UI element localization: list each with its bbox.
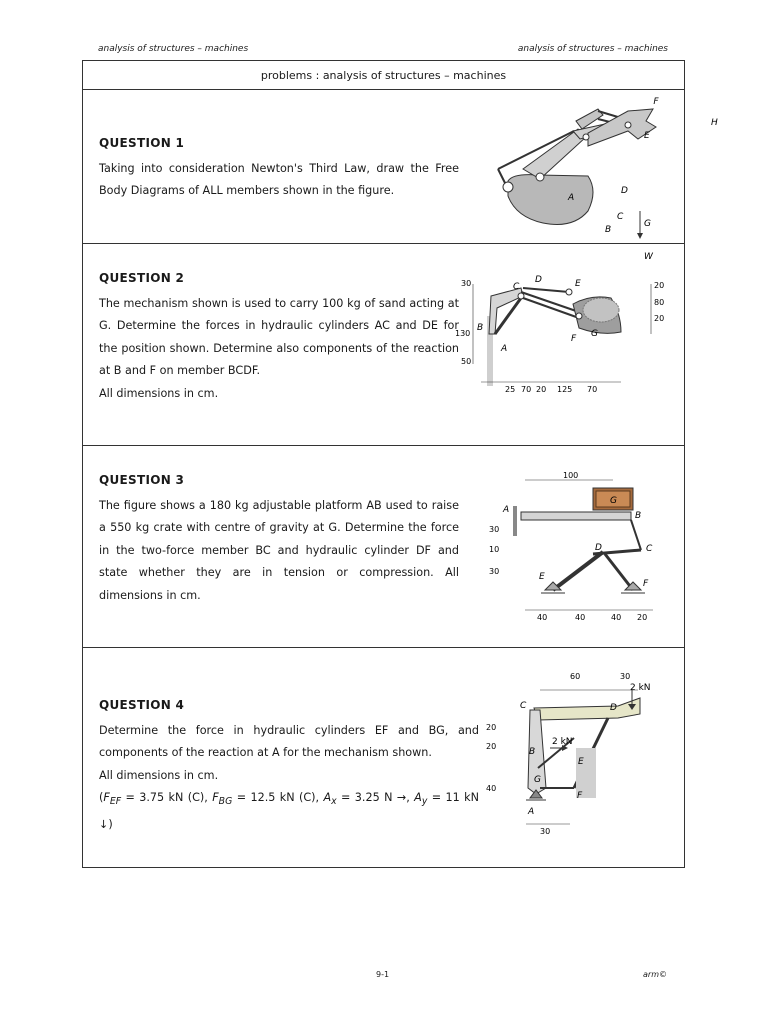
- q2-dim-left-2: 130: [455, 329, 471, 338]
- q2-dim-right-1: 20: [654, 281, 665, 290]
- q4-label-C: C: [520, 701, 527, 711]
- question-2-figure: [455, 274, 671, 394]
- q2-label-F: F: [571, 334, 577, 344]
- q1-label-E: E: [644, 131, 650, 141]
- q2-dim-bottom-1: 25: [505, 385, 516, 394]
- question-1-title: QUESTION 1: [99, 136, 185, 150]
- question-4-title: QUESTION 4: [99, 698, 185, 712]
- q4-label-A: A: [528, 807, 535, 817]
- q2-dim-right-2: 80: [654, 298, 665, 307]
- answer-ax-value: = 3.25 N →,: [336, 791, 415, 805]
- q3-dim-bottom-2: 40: [575, 613, 586, 622]
- q4-label-D: D: [610, 703, 617, 713]
- q4-load-2: 2 kN: [552, 737, 573, 747]
- question-3-row: [83, 446, 684, 648]
- q4-dim-left-2: 20: [486, 742, 497, 751]
- q4-label-G: G: [534, 775, 541, 785]
- question-4-text-block: [99, 698, 479, 836]
- q4-dim-left-3: 40: [486, 784, 497, 793]
- answer-fef-sub: EF: [109, 796, 122, 808]
- q2-dim-left-3: 50: [461, 357, 472, 366]
- question-2-row: [83, 244, 684, 446]
- question-2-body: The mechanism shown is used to carry 100 kg of sand acting at G. Determine the forces in hydraulic cylinders AC and DE for the position shown. Determine also components of the reaction at B and F on member BCDF.: [99, 297, 459, 378]
- q1-label-H: H: [711, 118, 718, 128]
- question-2-title: QUESTION 2: [99, 271, 185, 285]
- q2-dim-bottom-2: 70: [521, 385, 532, 394]
- q4-dim-top-1: 60: [570, 672, 581, 681]
- answer-fbg-value: = 12.5 kN (C),: [232, 791, 324, 805]
- answer-ax-label: A: [323, 791, 332, 805]
- q2-dim-bottom-3: 20: [536, 385, 547, 394]
- q2-label-D: D: [535, 275, 542, 285]
- q4-label-B: B: [529, 747, 536, 757]
- q3-dim-top: 100: [563, 471, 579, 480]
- q1-label-A: A: [568, 193, 575, 203]
- q4-dim-left-1: 20: [486, 723, 497, 732]
- question-1-text-block: [99, 136, 459, 203]
- q2-dim-bottom-4: 125: [557, 385, 573, 394]
- q4-label-F: F: [577, 791, 583, 801]
- running-header-right: analysis of structures – machines: [517, 44, 668, 54]
- q3-label-G: G: [610, 496, 617, 506]
- page-number: 9-1: [376, 970, 390, 979]
- q2-dim-left-1: 30: [461, 279, 472, 288]
- q3-label-C: C: [646, 544, 653, 554]
- q3-label-D: D: [595, 543, 602, 553]
- q3-dim-bottom-4: 20: [637, 613, 648, 622]
- q3-dim-bottom-1: 40: [537, 613, 548, 622]
- q2-label-G: G: [591, 329, 598, 339]
- answer-open: (: [99, 791, 104, 805]
- q4-load-1: 2 kN: [630, 683, 651, 693]
- answer-ay-label: A: [414, 791, 422, 805]
- q3-label-A: A: [503, 505, 510, 515]
- q1-label-B: B: [605, 225, 612, 235]
- q2-label-B: B: [477, 323, 484, 333]
- q4-dim-top-2: 30: [620, 672, 631, 681]
- q2-label-C: C: [513, 282, 520, 292]
- q1-label-W: W: [644, 252, 653, 262]
- question-4-row: [83, 648, 684, 867]
- answer-ay-value: = 11 kN ↓): [99, 791, 479, 831]
- q2-label-E: E: [575, 279, 581, 289]
- answer-fef-label: F: [103, 791, 110, 805]
- question-3-figure: [483, 472, 673, 622]
- answer-fbg-sub: BG: [218, 796, 233, 808]
- question-4-units: All dimensions in cm.: [99, 768, 219, 782]
- q3-label-F: F: [643, 579, 649, 589]
- author-mark: arm©: [643, 970, 667, 979]
- q1-label-C: C: [617, 212, 624, 222]
- question-1-body: Taking into consideration Newton's Third Law, draw the Free Body Diagrams of ALL members shown in the figure.: [99, 162, 459, 198]
- question-3-body: The figure shows a 180 kg adjustable platform AB used to raise a 550 kg crate with centre of gravity at G. Determine the force in the two-force member BC and hydraulic cylinder DF and state whether they are in tension or compression. All dimensions in cm.: [99, 499, 459, 602]
- q4-label-E: E: [578, 757, 584, 767]
- q3-label-B: B: [635, 511, 642, 521]
- q2-dim-bottom-5: 70: [587, 385, 598, 394]
- question-1-row: [83, 89, 718, 262]
- q3-dim-left-3: 30: [489, 567, 500, 576]
- question-4-figure: [478, 668, 673, 858]
- q2-label-A: A: [501, 344, 508, 354]
- q3-label-E: E: [539, 572, 545, 582]
- answer-ax-sub: x: [331, 796, 337, 808]
- question-3-text-block: [99, 473, 459, 607]
- answer-fbg-label: F: [212, 791, 219, 805]
- page-title: problems : analysis of structures – machines: [83, 61, 684, 90]
- problems-frame: [82, 60, 718, 868]
- q1-label-D: D: [621, 186, 628, 196]
- q3-dim-left-1: 30: [489, 525, 500, 534]
- question-1-figure: [478, 91, 718, 262]
- answer-fef-value: = 3.75 kN (C),: [121, 791, 213, 805]
- q3-dim-left-2: 10: [489, 545, 500, 554]
- question-4-answer: [99, 787, 479, 836]
- q2-dim-right-3: 20: [654, 314, 665, 323]
- question-4-body: Determine the force in hydraulic cylinders EF and BG, and components of the reaction at A for the mechanism shown.: [99, 724, 479, 760]
- question-2-text-block: [99, 271, 459, 405]
- q3-dim-bottom-3: 40: [611, 613, 622, 622]
- answer-ay-sub: y: [421, 796, 428, 808]
- q1-label-F: F: [653, 97, 659, 107]
- q4-dim-bottom: 30: [540, 827, 551, 836]
- running-header-left: analysis of structures – machines: [98, 44, 249, 54]
- q1-label-G: G: [644, 219, 651, 229]
- question-2-units: All dimensions in cm.: [99, 386, 219, 400]
- question-3-title: QUESTION 3: [99, 473, 185, 487]
